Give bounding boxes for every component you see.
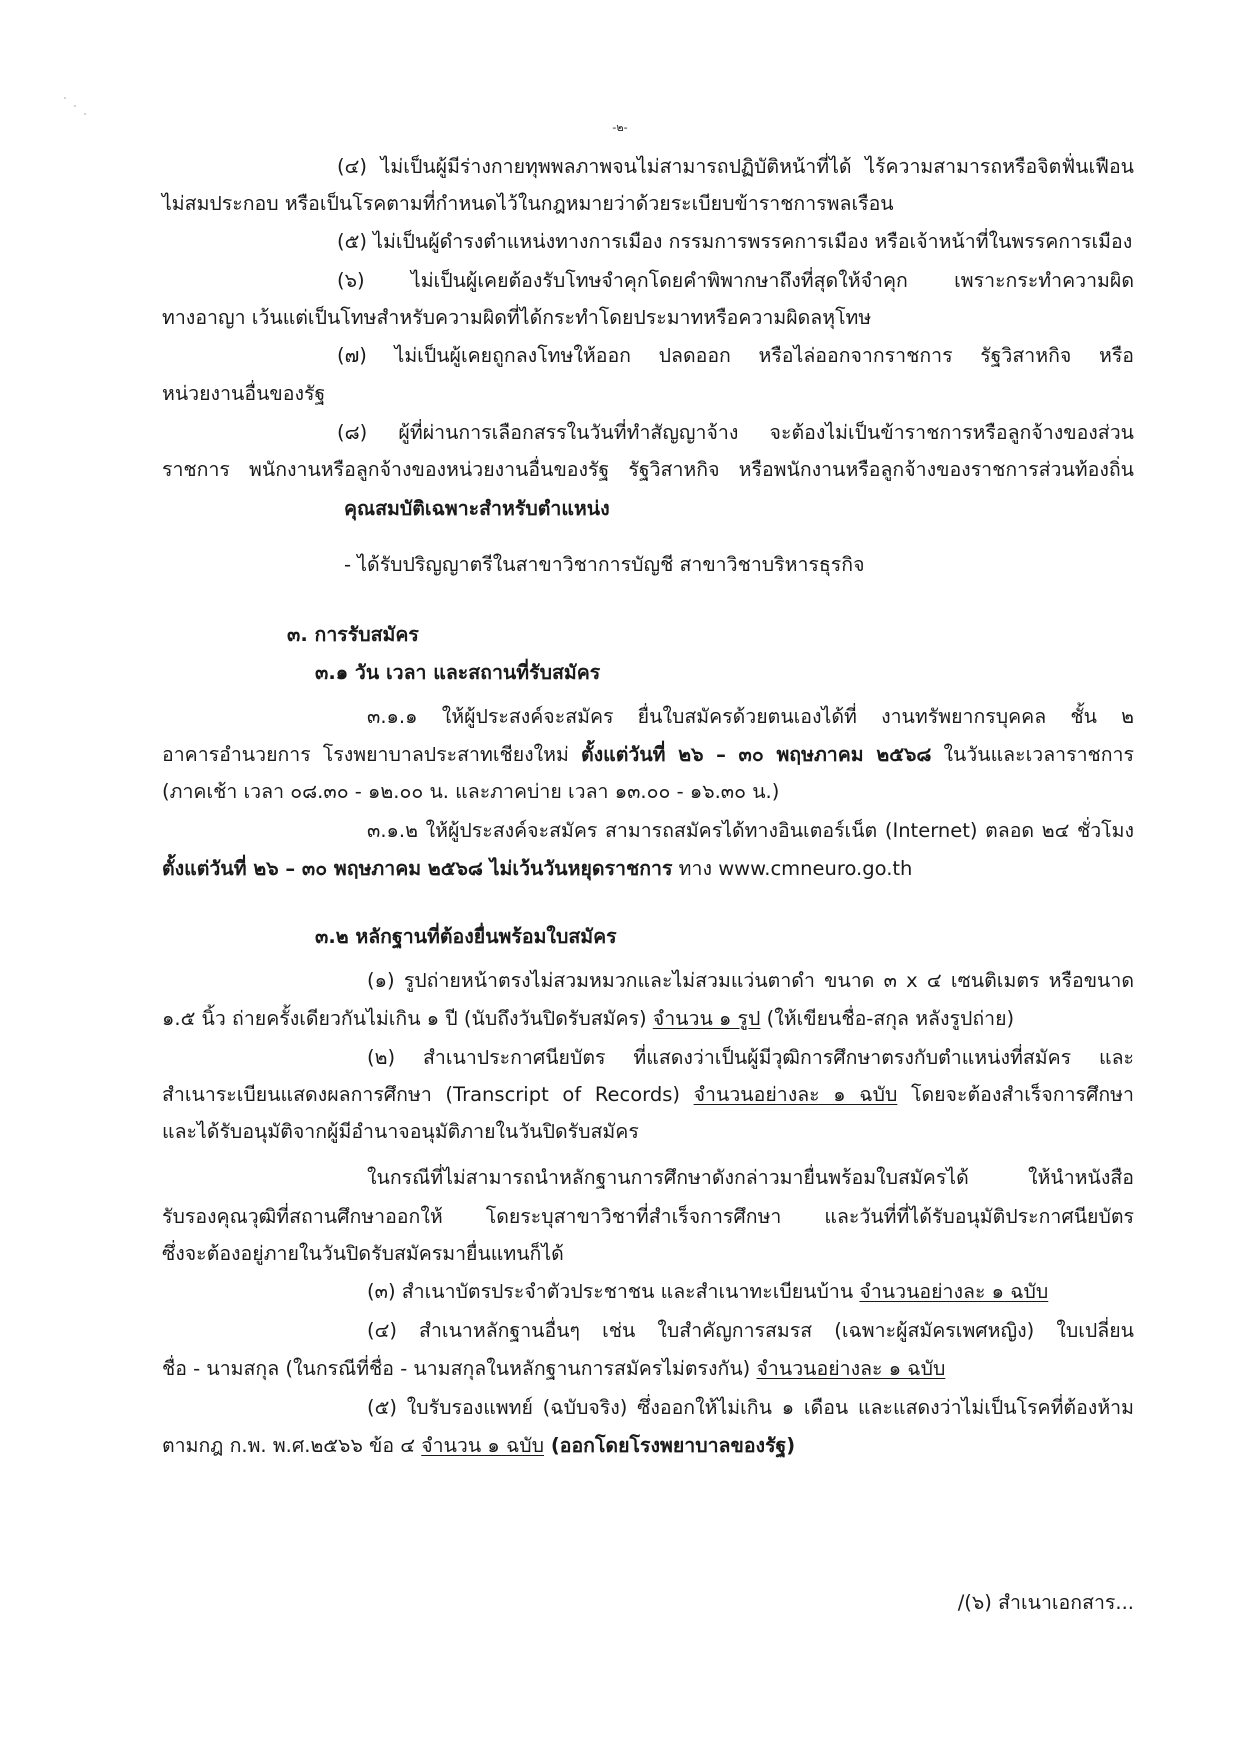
- document-1-line-2: [162, 1004, 1014, 1034]
- d3-text: (๓) สำเนาบัตรประจำตัวประชาชน และสำเนาทะเบียนบ้าน: [367, 1280, 860, 1303]
- footer-continuation: /(๖) สำเนาเอกสาร...: [957, 1591, 1134, 1614]
- d5-issuer: (ออกโดยโรงพยาบาลของรัฐ): [544, 1434, 796, 1457]
- qualification-4-line-2: ไม่สมประกอบ หรือเป็นโรคตามที่กำหนดไว้ในกฎหมายว่าด้วยระเบียบข้าราชการพลเรือน: [162, 192, 894, 215]
- qualification-8-line-1: (๘) ผู้ที่ผ่านการเลือกสรรในวันที่ทำสัญญาจ้าง จะต้องไม่เป็นข้าราชการหรือลูกจ้างของส่วน: [337, 421, 1134, 444]
- s312-dates: ตั้งแต่วันที่ ๒๖ – ๓๐ พฤษภาคม ๒๕๖๘ ไม่เว้นวันหยุดราชการ: [162, 857, 673, 880]
- d2-quantity: จำนวนอย่างละ ๑ ฉบับ: [693, 1083, 898, 1106]
- document-5-line-1: (๕) ใบรับรองแพทย์ (ฉบับจริง) ซึ่งออกให้ไม่เกิน ๑ เดือน และแสดงว่าไม่เป็นโรคที่ต้องห้าม: [367, 1396, 1134, 1419]
- d2-text-end: โดยจะต้องสำเร็จการศึกษา: [897, 1083, 1134, 1106]
- section-3-heading: ๓. การรับสมัคร: [287, 623, 419, 646]
- qualification-5: (๕) ไม่เป็นผู้ดำรงตำแหน่งทางการเมือง กรรมการพรรคการเมือง หรือเจ้าหน้าที่ในพรรคการเมือง: [337, 230, 1133, 253]
- specific-qualification-heading: คุณสมบัติเฉพาะสำหรับตำแหน่ง: [344, 497, 610, 520]
- qualification-7-line-1: (๗) ไม่เป็นผู้เคยถูกลงโทษให้ออก ปลดออก หรือไล่ออกจากราชการ รัฐวิสาหกิจ หรือ: [337, 344, 1134, 367]
- section-3-1-1-line-1: ๓.๑.๑ ให้ผู้ประสงค์จะสมัคร ยื่นใบสมัครด้วยตนเองได้ที่ งานทรัพยากรบุคคล ชั้น ๒: [367, 705, 1134, 728]
- d5-text: ตามกฎ ก.พ. พ.ศ.๒๕๖๖ ข้อ ๔: [162, 1434, 422, 1457]
- d4-quantity: จำนวนอย่างละ ๑ ฉบับ: [756, 1357, 946, 1380]
- document-2-note-line-1: ในกรณีที่ไม่สามารถนำหลักฐานการศึกษาดังกล่าวมายื่นพร้อมใบสมัครได้ ให้นำหนังสือ: [367, 1166, 1134, 1189]
- qualification-8-line-2: ราชการ พนักงานหรือลูกจ้างของหน่วยงานอื่นของรัฐ รัฐวิสาหกิจ หรือพนักงานหรือลูกจ้างของราชการส่วนท้องถิ่น: [162, 458, 1134, 481]
- document-5-line-2: [162, 1431, 795, 1461]
- document-2-note-line-3: ซึ่งจะต้องอยู่ภายในวันปิดรับสมัครมายื่นแทนก็ได้: [162, 1242, 564, 1265]
- section-3-1-2-line-1: ๓.๑.๒ ให้ผู้ประสงค์จะสมัคร สามารถสมัครได้ทางอินเตอร์เน็ต (Internet) ตลอด ๒๔ ชั่วโมง: [367, 819, 1134, 842]
- d5-quantity: จำนวน ๑ ฉบับ: [421, 1434, 545, 1457]
- d3-quantity: จำนวนอย่างละ ๑ ฉบับ: [859, 1280, 1049, 1303]
- d2-text: สำเนาระเบียนแสดงผลการศึกษา (Transcript of Records): [162, 1083, 694, 1106]
- s311-text: อาคารอำนวยการ โรงพยาบาลประสาทเชียงใหม่: [162, 743, 581, 766]
- s311-dates: ตั้งแต่วันที่ ๒๖ – ๓๐ พฤษภาคม ๒๕๖๘: [580, 743, 932, 766]
- qualification-6-line-1: (๖) ไม่เป็นผู้เคยต้องรับโทษจำคุกโดยคำพิพากษาถึงที่สุดให้จำคุก เพราะกระทำความผิด: [337, 269, 1134, 292]
- document-1-line-1: (๑) รูปถ่ายหน้าตรงไม่สวมหมวกและไม่สวมแว่นตาดำ ขนาด ๓ x ๔ เซนติเมตร หรือขนาด: [367, 969, 1134, 992]
- d1-note: (ให้เขียนชื่อ-สกุล หลังรูปถ่าย): [760, 1007, 1015, 1030]
- section-3-1-1-line-2: [162, 740, 1134, 770]
- document-4-line-2: [162, 1354, 945, 1384]
- s311-text-end: ในวันและเวลาราชการ: [931, 743, 1134, 766]
- section-3-1-2-line-2: [162, 854, 912, 884]
- qualification-4-line-1: (๔) ไม่เป็นผู้มีร่างกายทุพพลภาพจนไม่สามารถปฏิบัติหน้าที่ได้ ไร้ความสามารถหรือจิตฟั่นเฟือน: [337, 155, 1134, 178]
- section-3-1-heading: ๓.๑ วัน เวลา และสถานที่รับสมัคร: [315, 661, 601, 684]
- document-2-line-3: และได้รับอนุมัติจากผู้มีอำนาจอนุมัติภายในวันปิดรับสมัคร: [162, 1120, 639, 1143]
- specific-qualification-item: - ได้รับปริญญาตรีในสาขาวิชาการบัญชี สาขาวิชาบริหารธุรกิจ: [344, 553, 865, 576]
- document-2-note-line-2: รับรองคุณวุฒิที่สถานศึกษาออกให้ โดยระบุสาขาวิชาที่สำเร็จการศึกษา และวันที่ที่ได้รับอนุมัติประกาศนียบัตร: [162, 1205, 1134, 1228]
- d1-text: ๑.๕ นิ้ว ถ่ายครั้งเดียวกันไม่เกิน ๑ ปี (นับถึงวันปิดรับสมัคร): [162, 1007, 653, 1030]
- document-2-line-1: (๒) สำเนาประกาศนียบัตร ที่แสดงว่าเป็นผู้มีวุฒิการศึกษาตรงกับตำแหน่งที่สมัคร และ: [367, 1046, 1134, 1069]
- section-3-2-heading: ๓.๒ หลักฐานที่ต้องยื่นพร้อมใบสมัคร: [315, 925, 617, 948]
- d1-quantity: จำนวน ๑ รูป: [652, 1007, 761, 1030]
- page-number: -๒-: [612, 121, 628, 134]
- document-4-line-1: (๔) สำเนาหลักฐานอื่นๆ เช่น ใบสำคัญการสมรส (เฉพาะผู้สมัครเพศหญิง) ใบเปลี่ยน: [367, 1319, 1134, 1342]
- document-3: [367, 1277, 1048, 1307]
- qualification-7-line-2: หน่วยงานอื่นของรัฐ: [162, 382, 326, 405]
- document-2-line-2: [162, 1080, 1134, 1110]
- d4-text: ชื่อ - นามสกุล (ในกรณีที่ชื่อ - นามสกุลในหลักฐานการสมัครไม่ตรงกัน): [162, 1357, 757, 1380]
- section-3-1-1-line-3: (ภาคเช้า เวลา ๐๘.๓๐ - ๑๒.๐๐ น. และภาคบ่าย เวลา ๑๓.๐๐ - ๑๖.๓๐ น.): [162, 780, 780, 803]
- qualification-6-line-2: ทางอาญา เว้นแต่เป็นโทษสำหรับความผิดที่ได้กระทำโดยประมาทหรือความผิดลหุโทษ: [162, 306, 872, 329]
- s312-website: ทาง www.cmneuro.go.th: [672, 857, 913, 880]
